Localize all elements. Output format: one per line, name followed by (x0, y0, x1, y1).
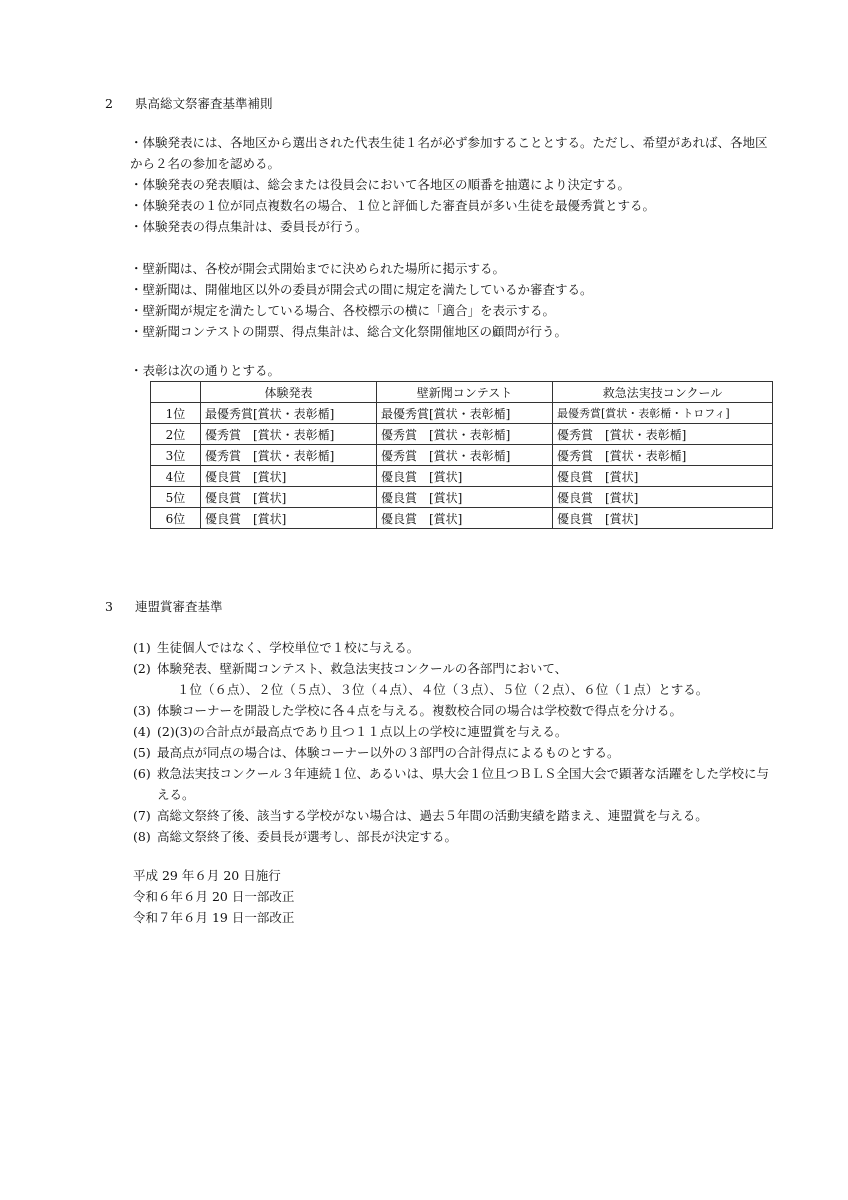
table-row (151, 445, 773, 466)
item-number: (4) (133, 724, 151, 739)
section-2-number: 2 (105, 96, 113, 111)
criteria-item (133, 658, 567, 679)
item-text: 救急法実技コンクール３年連続１位、あるいは、県大会１位且つＢＬＳ全国大会で顕著な活躍をした学校に与える。 (157, 766, 770, 802)
enactment-date: 平成 29 年６月 20 日施行 (133, 868, 281, 883)
table-cell: 優秀賞 [賞状・表彰楯] (201, 445, 377, 466)
table-cell: 優良賞 [賞状] (201, 466, 377, 487)
item-number: (5) (133, 745, 151, 760)
table-cell: 最優秀賞[賞状・表彰楯] (377, 403, 553, 424)
criteria-item (133, 805, 708, 826)
awards-table (150, 381, 773, 529)
criteria-item (133, 826, 457, 847)
table-cell: 優良賞 [賞状] (377, 487, 553, 508)
criteria-item-continuation (177, 679, 708, 700)
bullet-item: ・体験発表には、各地区から選出された代表生徒１名が必ず参加することとする。ただし、希望があれば、各地区から２名の参加を認める。 (130, 135, 768, 171)
item-number: (8) (133, 829, 151, 844)
rank-cell: 5位 (151, 487, 201, 508)
table-row (151, 424, 773, 445)
table-header-cell: 救急法実技コンクール (553, 382, 773, 403)
table-cell: 優良賞 [賞状] (553, 487, 773, 508)
rank-cell: 2位 (151, 424, 201, 445)
item-text: (2)(3)の合計点が最高点であり且つ１１点以上の学校に連盟賞を与える。 (157, 724, 568, 739)
section-2-heading (105, 94, 273, 112)
table-row (151, 487, 773, 508)
table-cell: 優良賞 [賞状] (377, 466, 553, 487)
bullet-item: ・壁新聞コンテストの開票、得点集計は、総合文化祭開催地区の顧問が行う。 (130, 324, 568, 339)
table-cell: 最優秀賞[賞状・表彰楯・トロフィ] (553, 403, 773, 424)
item-text: 最高点が同点の場合は、体験コーナー以外の３部門の合計得点によるものとする。 (157, 745, 620, 760)
item-number: (1) (133, 640, 151, 655)
table-cell: 優良賞 [賞状] (201, 487, 377, 508)
item-text: 高総文祭終了後、該当する学校がない場合は、過去５年間の活動実績を踏まえ、連盟賞を与える。 (157, 808, 708, 823)
table-cell: 優良賞 [賞状] (377, 508, 553, 529)
bullet-item: ・壁新聞が規定を満たしている場合、各校標示の横に「適合」を表示する。 (130, 303, 556, 318)
table-cell: 優秀賞 [賞状・表彰楯] (553, 424, 773, 445)
rank-cell: 6位 (151, 508, 201, 529)
item-text: 生徒個人ではなく、学校単位で１校に与える。 (157, 640, 420, 655)
item-text: 高総文祭終了後、委員長が選考し、部長が決定する。 (157, 829, 458, 844)
table-header-cell (151, 382, 201, 403)
criteria-item (133, 742, 620, 763)
table-cell: 優良賞 [賞状] (553, 508, 773, 529)
table-header-cell: 体験発表 (201, 382, 377, 403)
table-row (151, 508, 773, 529)
revision-date: 令和６年６月 20 日一部改正 (133, 889, 295, 904)
criteria-item (133, 721, 567, 742)
item-number: (3) (133, 703, 151, 718)
item-number: (6) (133, 766, 151, 781)
table-cell: 最優秀賞[賞状・表彰楯] (201, 403, 377, 424)
item-text: １位（６点）、２位（５点）、３位（４点）、４位（３点）、５位（２点）、６位（１点）とする。 (177, 682, 709, 697)
item-text: 体験発表、壁新聞コンテスト、救急法実技コンクールの各部門において、 (157, 661, 568, 676)
table-intro: ・表彰は次の通りとする。 (130, 363, 281, 378)
bullet-item: ・体験発表の得点集計は、委員長が行う。 (130, 219, 368, 234)
table-cell: 優秀賞 [賞状・表彰楯] (553, 445, 773, 466)
criteria-item (133, 763, 778, 805)
item-number: (7) (133, 808, 151, 823)
revision-date: 令和７年６月 19 日一部改正 (133, 910, 295, 925)
item-number: (2) (133, 661, 151, 676)
criteria-item (133, 637, 419, 658)
table-cell: 優秀賞 [賞状・表彰楯] (201, 424, 377, 445)
rank-cell: 1位 (151, 403, 201, 424)
table-cell: 優良賞 [賞状] (553, 466, 773, 487)
table-row (151, 403, 773, 424)
section-3-title: 連盟賞審査基準 (134, 599, 223, 614)
bullet-item: ・体験発表の発表順は、総会または役員会において各地区の順番を抽選により決定する。 (130, 177, 631, 192)
rank-cell: 3位 (151, 445, 201, 466)
table-header-cell: 壁新聞コンテスト (377, 382, 553, 403)
criteria-item (133, 700, 682, 721)
table-header-row (151, 382, 773, 403)
table-cell: 優良賞 [賞状] (201, 508, 377, 529)
section-3-heading (105, 597, 223, 615)
bullet-item: ・体験発表の１位が同点複数名の場合、１位と評価した審査員が多い生徒を最優秀賞とする。 (130, 198, 656, 213)
section-3-number: 3 (105, 599, 113, 614)
section-2-title: 県高総文祭審査基準補則 (134, 96, 273, 111)
bullet-item: ・壁新聞は、開催地区以外の委員が開会式の間に規定を満たしているか審査する。 (130, 282, 593, 297)
table-cell: 優秀賞 [賞状・表彰楯] (377, 424, 553, 445)
bullet-item: ・壁新聞は、各校が開会式開始までに決められた場所に掲示する。 (130, 261, 506, 276)
table-row (151, 466, 773, 487)
table-cell: 優秀賞 [賞状・表彰楯] (377, 445, 553, 466)
item-text: 体験コーナーを開設した学校に各４点を与える。複数校合同の場合は学校数で得点を分ける。 (157, 703, 683, 718)
rank-cell: 4位 (151, 466, 201, 487)
